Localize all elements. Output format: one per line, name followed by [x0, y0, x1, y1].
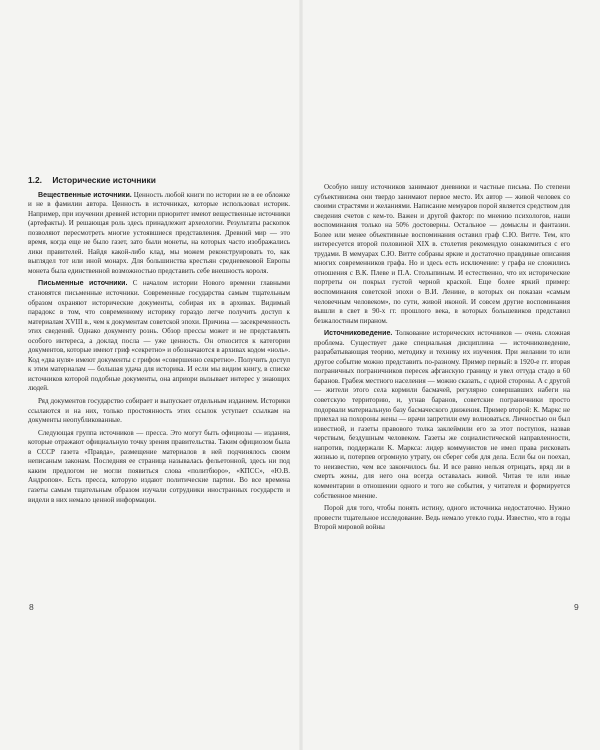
paragraph-material-sources	[28, 191, 290, 277]
paragraph-text: Толкование исторических источников — очень сложная проблема. Существует даже специальная дисциплина — источниковедение, разрабатывающая теорию, методику и технику их изучения. При желании то или другое событие можно представить по-разному. Пример первый: в 1920-е гг. вторая пограничных пограничников пересек афганскую границу и увел оттуда стадо в 60 баранов. Грабеж местного населения — можно сказать, с одной стороны. А с другой — жители этого села кормили басмачей, регулярно совершавших набеги на советскую территорию, и, угнав баранов, советские пограничники просто подорвали материальную базу басмаческого движения. Пример второй: К. Маркс не приехал на похороны жены — врачи запретили ему волноваться. Личностью он был известной, и газеты правового толка заклеймили его за этот поступок, назвав черствым, бездушным человеком. Газеты же социалистической направленности, напротив, поддержали К. Маркса: лидер коммунистов не имел права рисковать жизнью и, потерпев огромную утрату, он сберег себя для дела. Если бы он поехал, то неизвестно, чем все закончилось бы. И все равно нельзя отрицать, вряд ли в смерть жены, для него она всегда оставалась живой. Читая те или иные комментарии в отношении одного и того же события, у читателя и формируется собственное мнение.	[314, 329, 570, 500]
paragraph-press: Следующая группа источников — пресса. Это могут быть официозы — издания, которые отражают официальную точку зрения правительства. Таким официозом была в СССР газета «Правда», размещение материалов в ней подчинялось своим неписаным законам. Последняя ее страница называлась фельетонной, здесь ни под каким предлогом не могли появиться слова «политбюро», «КПСС», «Ю.В. Андропов». Есть пресса, которую издают политические партии. Во все времена газеты самым тщательным образом изучали сотрудники иностранных государств и видели в них немало ценной информации.	[28, 428, 290, 504]
book-fold	[299, 0, 303, 750]
paragraph-text: С началом истории Нового времени главными становятся письменные источники. Современные государства самым тщательным образом охраняют исторические документы, собирая их в архивах. Видимый парадокс в том, что современному историку гораздо легче получить доступ к материалам XVIII в., чем к документам советской эпохи. Причина — засекреченность этих сведений. Однако документу рознь. Обзор прессы может и не представлять особого интереса, а доклад посла — уже ценность. Он относится к категории документов, которые имеют гриф «секретно» и обозначаются в архивах кодом «ноль». Код «два нуля» имеют документы с грифом «совершенно секретно». Получить доступ к этим материалам — большая удача для историка. И если мы видим книгу, в списке источников которой подобные документы, она априори вызывает интерес у знающих людей.	[28, 279, 290, 393]
page-number-right: 9	[574, 602, 579, 612]
paragraph-lead: Письменные источники.	[38, 279, 128, 288]
page-number-left: 8	[29, 602, 34, 612]
left-page	[28, 176, 290, 508]
right-page	[314, 183, 570, 536]
paragraph-truth: Порой для того, чтобы понять истину, одного источника недостаточно. Нужно провести тщательное исследование. Ведь немало утекло годы. Известно, что в годы Второй мировой войны	[314, 504, 570, 532]
paragraph-text: Ценность любой книги по истории не в ее обложке и не в фамилии автора. Ценность в источниках, которые использовал историк. Например, при изучении древней истории приоритет имеют вещественные источники (артефакты). И решающая роль здесь принадлежит археологии. Результаты раскопок позволяют пересмотреть многие устоявшиеся представления. Древний мир — это время, когда еще не было газет, зато были монеты, на которых часто изображались лики правителей. Найдя какой-либо клад, мы можем реконструировать то, как выглядел тот или иной монарх. Для большинства крестьян средневековой Европы монета была единственной возможностью представить себе внешность короля.	[28, 190, 290, 275]
section-heading	[28, 176, 290, 186]
section-number: 1.2.	[28, 175, 42, 185]
paragraph-lead: Источниковедение.	[324, 329, 393, 338]
paragraph-lead: Вещественные источники.	[38, 190, 132, 199]
paragraph-written-sources	[28, 279, 290, 394]
section-title: Исторические источники	[52, 175, 156, 185]
paragraph-source-studies	[314, 329, 570, 501]
paragraph-diaries: Особую нишу источников занимают дневники и частные письма. По степени субъективизма они твердо занимают первое место. Их автор — живой человек со своими страстями и желаниями. Написание мемуаров порой является средством для сведения счетов с кем-то. Важен и другой фактор: по мнению психологов, наши воспоминания только на 50% достоверны. Остальное — домыслы и фантазии. Более или менее объективные воспоминания оставил граф С.Ю. Витте. Тем, кто интересуется второй половиной XIX в. столетия рекомендую ознакомиться с его трудами. В мемуарах С.Ю. Витте собраны яркие и достаточно правдивые описания многих современников графа. Но и здесь есть исключение: у графа не сложились отношения с В.К. Плеве и П.А. Столыпиным. И естественно, что их исторические портреты он покрыл густой черной краской. Еще более яркий пример: воспоминания советской эпохи о В.И. Ленине, в которых он показан «самым человечным человеком», по сути, живой иконой. И совсем другие воспоминания вышли в свет в 90-х гг. прошлого века, в которых большевиков представил безжалостным пираном.	[314, 183, 570, 325]
paragraph-published-documents: Ряд документов государство собирает и выпускает отдельным изданием. Историки ссылаются и на них, только простоянность этих ссылок уступает ссылкам на документы неопубликованные.	[28, 397, 290, 425]
